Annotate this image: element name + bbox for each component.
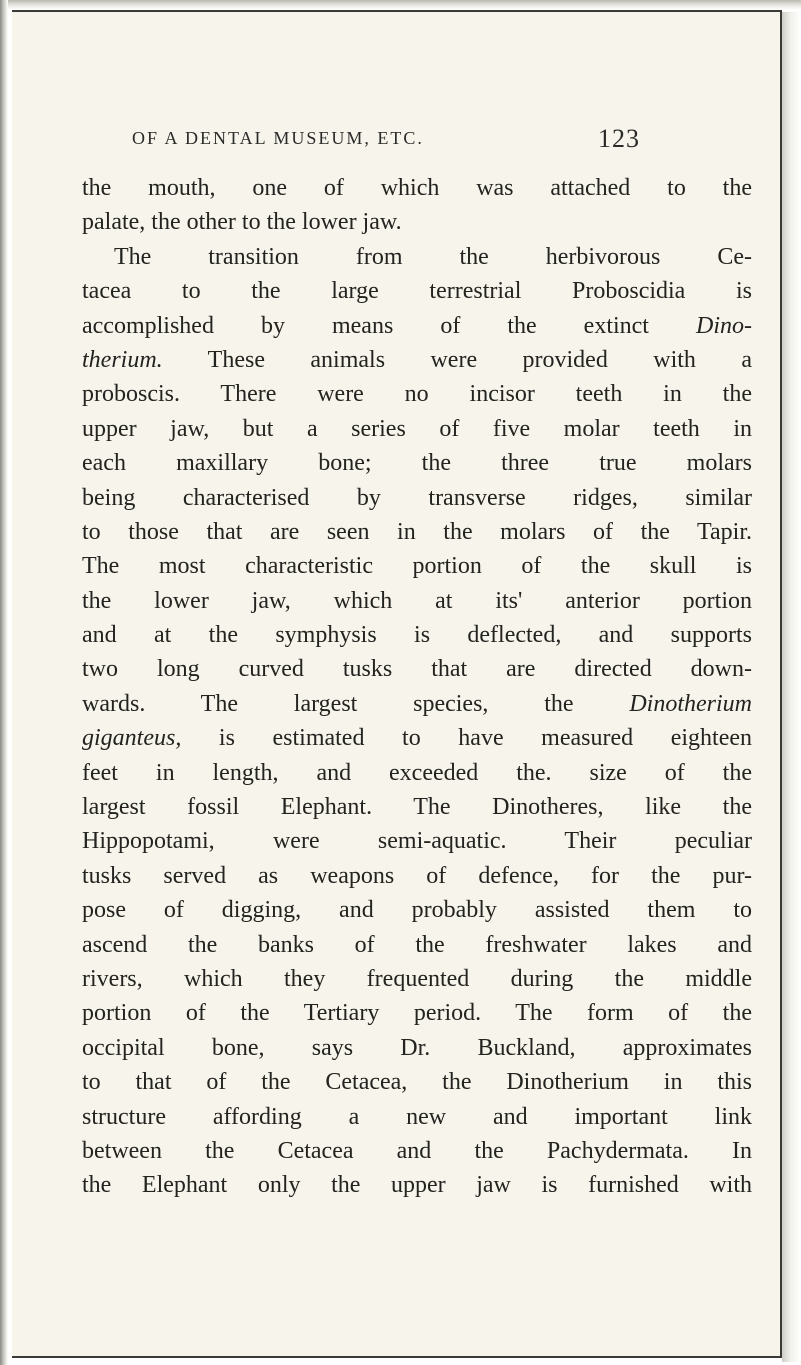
- text-segment: two long curved tusks that are directed down-: [82, 656, 752, 683]
- text-segment: is estimated to have measured eighteen: [181, 725, 752, 752]
- text-line: [82, 515, 752, 549]
- text-segment: between the Cetacea and the Pachydermata. In: [82, 1137, 752, 1164]
- text-segment: being characterised by transverse ridges, similar: [82, 484, 752, 511]
- text-line: [82, 962, 752, 996]
- text-line: [82, 274, 752, 308]
- text-line: [82, 652, 752, 686]
- text-line: [82, 412, 752, 446]
- page-number: 123: [598, 124, 640, 153]
- text-segment: upper jaw, but a series of five molar teeth in: [82, 415, 752, 442]
- text-segment: tusks served as weapons of defence, for the pur-: [82, 862, 752, 889]
- text-line: [82, 446, 752, 480]
- text-segment: the lower jaw, which at its' anterior portion: [82, 587, 752, 614]
- text-segment: to that of the Cetacea, the Dinotherium in this: [82, 1069, 752, 1096]
- text-line: [82, 1065, 752, 1099]
- text-segment: tacea to the large terrestrial Proboscidia is: [82, 278, 752, 305]
- text-line: [82, 687, 752, 721]
- text-segment: proboscis. There were no incisor teeth in the: [82, 381, 752, 408]
- book-spine-edge: [0, 0, 8, 1365]
- text-segment: portion of the Tertiary period. The form of the: [82, 1000, 752, 1027]
- text-line: [82, 309, 752, 343]
- text-line: [82, 549, 752, 583]
- text-line: [82, 721, 752, 755]
- text-segment: Hippopotami, were semi-aquatic. Their peculiar: [82, 828, 752, 855]
- text-segment: The most characteristic portion of the skull is: [82, 553, 752, 580]
- text-line: [82, 481, 752, 515]
- italic-text: Dino-: [696, 312, 752, 339]
- italic-text: Dinotherium: [629, 690, 752, 717]
- text-line: [82, 205, 752, 239]
- text-segment: rivers, which they frequented during the middle: [82, 965, 752, 992]
- text-line: [82, 343, 752, 377]
- text-segment: each maxillary bone; the three true molars: [82, 450, 752, 477]
- text-segment: to those that are seen in the molars of the Tapir.: [82, 518, 752, 545]
- text-segment: structure affording a new and important link: [82, 1103, 752, 1130]
- text-segment: pose of digging, and probably assisted them to: [82, 897, 752, 924]
- text-line: [82, 1168, 752, 1202]
- running-title: OF A DENTAL MUSEUM, ETC.: [132, 128, 424, 148]
- text-line: [82, 171, 752, 205]
- text-segment: the mouth, one of which was attached to the: [82, 175, 752, 201]
- running-head: [0, 124, 801, 156]
- text-line: [82, 928, 752, 962]
- text-segment: occipital bone, says Dr. Buckland, approximates: [82, 1034, 752, 1061]
- text-segment: feet in length, and exceeded the. size of the: [82, 759, 752, 786]
- text-segment: These animals were provided with a: [162, 346, 752, 373]
- text-segment: accomplished by means of the extinct: [82, 312, 696, 339]
- text-segment: The transition from the herbivorous Ce-: [114, 243, 752, 270]
- text-line: [82, 240, 752, 274]
- text-line: [82, 790, 752, 824]
- text-line: [82, 824, 752, 858]
- text-line: [82, 584, 752, 618]
- text-line: [82, 859, 752, 893]
- body-text: [82, 171, 752, 1203]
- italic-text: therium.: [82, 346, 163, 373]
- scan-top-edge: [0, 0, 801, 10]
- text-segment: and at the symphysis is deflected, and supports: [82, 622, 752, 649]
- text-line: [82, 618, 752, 652]
- text-line: [82, 756, 752, 790]
- text-line: [82, 1134, 752, 1168]
- text-segment: the Elephant only the upper jaw is furnished with: [82, 1172, 752, 1199]
- italic-text: giganteus,: [82, 725, 182, 752]
- text-segment: largest fossil Elephant. The Dinotheres, like the: [82, 794, 752, 821]
- text-line: [82, 996, 752, 1030]
- text-segment: palate, the other to the lower jaw.: [82, 209, 402, 236]
- text-segment: ascend the banks of the freshwater lakes and: [82, 931, 752, 958]
- text-line: [82, 1100, 752, 1134]
- page-edge-shadow: [782, 12, 801, 1362]
- text-line: [82, 893, 752, 927]
- text-line: [82, 1031, 752, 1065]
- text-line: [82, 377, 752, 411]
- text-segment: wards. The largest species, the: [82, 690, 630, 717]
